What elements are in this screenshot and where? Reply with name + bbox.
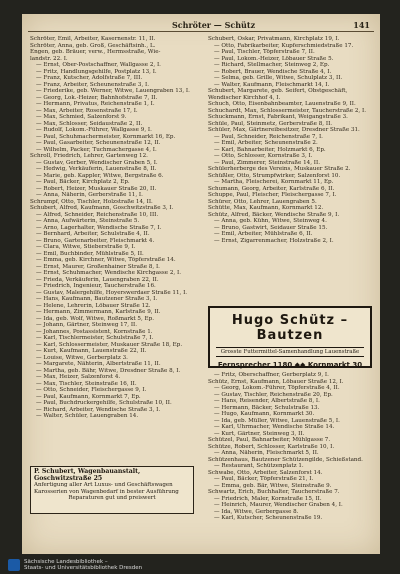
directory-entry: — Bernhard, Arbeiter, Schulstraße 4, II. bbox=[36, 231, 150, 237]
directory-entry: — Emil, Arbeiter, Scheunenstraße 2. bbox=[214, 140, 318, 146]
ad-line: Reparaturen gut und preiswert bbox=[68, 495, 156, 502]
directory-entry: — Max, Schlosser, Seidaustraße 2, II. bbox=[36, 120, 143, 127]
directory-entry: — Ernst, Ober-Postschaffner, Wallgasse 2, I. bbox=[36, 62, 161, 68]
directory-entry: Schubert, Oskar, Privatmann, Kirchplatz 19, I. bbox=[208, 36, 340, 42]
directory-entry: Schütz, Ernst, Kaufmann, Löbauer Straße 12, I. bbox=[208, 378, 344, 385]
directory-entry: — Rudolf, Lokom.-Führer, Wallgasse 9, I. bbox=[36, 127, 152, 133]
directory-entry: — Gustav, Tischler, Reichenstraße 20, Ep. bbox=[214, 391, 333, 398]
directory-entry: Schütze, Robert, Schlosser, Karlstraße 10, I. bbox=[208, 443, 335, 450]
directory-entry: — Anna, Näherin, Gerberstraße 11, I. bbox=[36, 192, 143, 198]
directory-entry: — Walter, Schüler, Lauengraben 14. bbox=[36, 413, 139, 419]
directory-entry: — Max, Schmied, Salzenforst 9. bbox=[36, 114, 127, 120]
directory-entry: — Selma, geb. Grille, Witwe, Schulplatz 3, II. bbox=[214, 75, 343, 81]
directory-entry: Schwartz, Erich, Buchhalter, Taucherstraße 7. bbox=[208, 489, 340, 495]
directory-entry: Schürer, Otto, Lehrer, Lauengraben 5. bbox=[208, 198, 317, 205]
directory-entry: — Hans, Kaufmann, Bautzener Straße 3, I. bbox=[36, 296, 158, 302]
directory-entry: — Bruno, Gastwirt, Seidauer Straße 15. bbox=[214, 224, 328, 231]
ad-line: Anfertigung aller Art Luxus- und Geschäftswagen bbox=[34, 482, 173, 489]
directory-entry: — Ernst, Schuhmacher, Wendische Kirchgasse 2, I. bbox=[36, 270, 181, 276]
directory-entry: — Robert, Brauer, Wendische Straße 4, I. bbox=[214, 68, 332, 75]
directory-entry: — Hermann, Zimmermann, Karlstraße 9, II. bbox=[36, 309, 161, 315]
directory-entry: Schumann, Georg, Arbeiter, Karlstraße 6, II. bbox=[208, 185, 335, 192]
directory-entry: — Karl, Kutscher, Scheunenstraße 19. bbox=[214, 515, 323, 521]
directory-entry: — Fritz, Handlungsgehilfe, Postplatz 13, I. bbox=[36, 68, 157, 75]
directory-entry: — Paul, Buchdruckergehilfe, Schulstraße 10, II. bbox=[36, 400, 172, 406]
directory-entry: — Gustav, Gerber, Wendischer Graben 5, I. bbox=[36, 159, 158, 166]
header-rule bbox=[28, 31, 374, 32]
directory-entry: — Otto, Schlosser, Kornstraße 3, I. bbox=[214, 153, 313, 159]
directory-entry: — Hermann, Privatus, Reichenstraße 1, I. bbox=[36, 101, 155, 107]
directory-entry: Schroll, Friedrich, Lehrer, Gartenweg 12. bbox=[30, 153, 148, 159]
directory-entry: — Kurt, Gärtner, Steinweg 3, II. bbox=[214, 430, 305, 437]
directory-entry: — Otto, Fabrikarbeiter, Kupferschmiedstraße 17. bbox=[214, 42, 354, 49]
directory-entry: — Otto, Schneider, Fleischergasse 9, I. bbox=[36, 387, 147, 393]
footer-line: Sächsische Landesbibliothek – bbox=[24, 559, 108, 565]
directory-entry: — Paul, Lokom.-Heizer, Löbauer Straße 5. bbox=[214, 55, 334, 62]
directory-entry: Schwabe, Otto, Arbeiter, Salzenforst 14. bbox=[208, 469, 323, 476]
directory-entry: — Anna, Näherin, Fleischmarkt 5, II. bbox=[214, 450, 319, 456]
directory-entry: — Ida, geb. Wolf, Witwe, Roßmarkt 5, Ep. bbox=[36, 315, 154, 322]
directory-entry: — Emma, geb. Bär, Witwe, Steinstraße 9. bbox=[214, 482, 332, 489]
ad-brand: Hugo Schütz – Bautzen bbox=[231, 313, 349, 343]
directory-entry: — Richard, Stellmacher, Steinweg 2, Ep. bbox=[214, 62, 330, 68]
directory-entry: — Emma, geb. Kirchner, Witwe, Töpferstraße 14. bbox=[36, 257, 176, 263]
directory-entry: — Friederike, geb. Werner, Witwe, Lauengraben 13, I. bbox=[36, 88, 190, 94]
footer-line: Staats- und Universitätsbibliothek Dresden bbox=[24, 565, 143, 571]
directory-page bbox=[22, 14, 380, 554]
right-column-lower bbox=[208, 372, 372, 522]
directory-entry: — Paul, Zimmerer, Steinstraße 14, II. bbox=[214, 159, 320, 166]
header-title: Schröter — Schütz bbox=[172, 20, 256, 30]
directory-entry: — Marie, geb. Kappler, Witwe, Bergstraße 6. bbox=[36, 172, 164, 179]
directory-entry: Schuckmann, Ernst, Fabrikant, Weigangstraße 3. bbox=[208, 114, 348, 120]
directory-entry: Schuchardt, Max, Schlossermeister, Taucherstraße 2, I. bbox=[208, 107, 366, 114]
directory-entry: Schuppe, Paul, Fleischer, Fleischergasse 7, I. bbox=[208, 192, 337, 198]
directory-entry: Schützenhaus, Bautzener Schützengilde, Schießstand. bbox=[208, 456, 363, 463]
directory-entry: — Paul, Bäcker, Kirchplatz 2, Ep. bbox=[36, 179, 130, 185]
directory-entry: — Friedrich, Ingenieur, Taucherstraße 16. bbox=[36, 283, 156, 289]
directory-entry: — Hermann, Bäcker, Schulstraße 13. bbox=[214, 404, 320, 411]
directory-entry: — Hugo, Kaufmann, Kornmarkt 30. bbox=[214, 411, 315, 417]
directory-entry: — Paul, Bäcker, Töpferstraße 21, I. bbox=[214, 476, 314, 482]
ad-title: P. Schubert, Wagenbauanstalt, Goschwitzstraße 25 bbox=[34, 468, 141, 482]
directory-entry: — Robert, Heizer, Muskauer Straße 20, II. bbox=[36, 185, 157, 192]
directory-entry: — Martha, Fleischerei, Kornmarkt 11, Ep. bbox=[214, 179, 334, 185]
directory-entry: — Anna, geb. Kühn, Witwe, Steinweg 4. bbox=[214, 218, 327, 224]
footer-text bbox=[24, 559, 142, 571]
directory-entry: — Restaurant, Schützenplatz 1. bbox=[214, 463, 304, 469]
directory-entry: — Emil, Arbeiter, Mühlstraße 6, II. bbox=[214, 231, 313, 237]
directory-entry: — Ernst, Maurer, Großenhainer Straße 8, I. bbox=[36, 263, 160, 270]
directory-entry: Schütz, Alfred, Bäcker, Wendische Straße 9, I. bbox=[208, 211, 340, 218]
directory-entry: — Arno, Lagerhalter, Wendische Straße 7, I. bbox=[36, 224, 162, 231]
ad-subtitle: Grosste Futtermittel-Samenhandlung Lauenstraße bbox=[216, 347, 364, 357]
directory-entry: — Paul, Schuhmachermeister, Kornmarkt 16, Ep. bbox=[36, 133, 176, 140]
ad-phone: Fernsprecher 1180 ◆◆ Kornmarkt 30 bbox=[217, 361, 363, 369]
page-number: 141 bbox=[353, 20, 370, 30]
directory-entry: — Kurt, Kaufmann, Lauenstraße 22, II. bbox=[36, 348, 147, 354]
directory-entry: landstr. 22. I. bbox=[30, 55, 68, 62]
directory-entry: — Ida, Witwe, Gerbergasse 8. bbox=[214, 508, 299, 515]
directory-entry: — Karl, Uhrmacher, Wendische Straße 14. bbox=[214, 424, 335, 430]
directory-entry: — Max, Tischler, Steinstraße 16, II. bbox=[36, 380, 137, 387]
directory-entry: — Hans, Reisender, Albertstraße 8, I. bbox=[214, 398, 320, 404]
slub-logo-icon bbox=[8, 559, 20, 571]
schubert-wagon-advertisement bbox=[30, 466, 194, 514]
directory-entry: Schüle, Paul, Steinmetz, Gerberstraße 8, II. bbox=[208, 120, 333, 127]
directory-entry: — Franz, Kutscher, Adolfstraße 7, III. bbox=[36, 75, 143, 81]
directory-entry: — Margarete, Nähterin, Albertstraße 11, II. bbox=[36, 361, 161, 367]
directory-entry: — Paul, Schneider, Reichenstraße 7, I. bbox=[214, 133, 323, 140]
directory-entry: — Ida, geb. Müller, Witwe, Lauenstraße 5, I. bbox=[214, 417, 340, 424]
directory-entry: Schülerherberge des Vereins, Muskauer Straße 2. bbox=[208, 166, 351, 172]
directory-entry: Schuch, Otto, Eisenbahnbeamter, Lauenstraße 9, II. bbox=[208, 101, 356, 107]
directory-entry: — Wilhelm, Packer, Tuchmachergasse 4, I. bbox=[36, 146, 157, 153]
directory-entry: — Martha, geb. Bähr, Witwe, Dresdner Straße 8, I. bbox=[36, 367, 181, 374]
directory-entry: — Max, Heizer, Salzenforst 4. bbox=[36, 374, 121, 380]
directory-entry: — Richard, Arbeiter, Wendische Straße 3, I. bbox=[36, 406, 161, 413]
directory-entry: Schütte, Max, Kaufmann, Kornmarkt 12. bbox=[208, 205, 324, 211]
directory-entry: — Helene, Lehrerin, Löbauer Straße 12. bbox=[36, 302, 151, 309]
directory-entry: — Alfred, Schneider, Reichenstraße 10, III. bbox=[36, 211, 159, 218]
directory-entry: Engen, geb. Bräuer, verw., Hermsstraße, Wie- bbox=[30, 49, 161, 55]
directory-entry: — Heinrich, Maurer, Wendischer Graben 4, I. bbox=[214, 502, 343, 508]
directory-entry: — Paul, Tischler, Töpferstraße 7, II. bbox=[214, 49, 315, 55]
directory-entry: Schröter, Emil, Arbeiter, Kasernenstr. 11, II. bbox=[30, 36, 156, 42]
directory-entry: Schubert, Margarete, geb. Seifert, Obstgeschäft, bbox=[208, 88, 348, 94]
directory-entry: Schüler, Max, Gärtnereibesitzer, Dresdner Straße 31. bbox=[208, 127, 360, 133]
directory-entry: — Hedwig, Verkäuferin, Lauenstraße 8, II. bbox=[36, 166, 157, 172]
ad-line: Karosserien von Wagenbedarf in bester Ausführung bbox=[34, 488, 179, 495]
directory-entry: — Paul, Kaufmann, Kornmarkt 7, Ep. bbox=[36, 393, 141, 400]
directory-entry: Schröter, Anna, geb. Groß, Geschäftsinh., L. bbox=[30, 42, 156, 49]
directory-entry: — Friedrich, Maler, Kornstraße 15, II. bbox=[214, 495, 322, 502]
directory-entry: — Georg, Lok.-Heizer, Bahnhofstraße 7, II. bbox=[36, 94, 158, 101]
directory-entry: — Anna, Aufwärterin, Steinstraße 5. bbox=[36, 218, 140, 224]
directory-entry: — Emil, Buchbinder, Mühlstraße 5, II. bbox=[36, 250, 144, 257]
directory-entry: Wendischer Kirchhof 4, I. bbox=[208, 94, 281, 101]
directory-entry: — Fritz, Oberschaffner, Gerberplatz 9, I. bbox=[214, 372, 329, 378]
directory-entry: — Louise, Witwe, Gerberplatz 3. bbox=[36, 354, 128, 361]
directory-entry: — Max, Arbeiter, Rosenstraße 17, I. bbox=[36, 107, 138, 114]
directory-entry: — Paul, Gasarbeiter, Scheunenstraße 12, II. bbox=[36, 140, 161, 146]
hugo-schuetz-advertisement bbox=[208, 306, 372, 368]
directory-entry: — Georg, Lokom.-Führer, Töpferstraße 4, II. bbox=[214, 385, 340, 391]
directory-entry: — Clara, Witwe, Stieberstraße 9, I. bbox=[36, 244, 136, 250]
directory-entry: — Bruno, Gartenarbeiter, Fleischmarkt 4. bbox=[36, 237, 155, 244]
directory-entry: — Karl, Tischlermeister, Schulstraße 7, I. bbox=[36, 335, 154, 341]
directory-entry: Schubert, Alfred, Kaufmann, Goschwitzstraße 3, I. bbox=[30, 205, 174, 211]
directory-entry: — Johann, Gärtner, Steinweg 17, II. bbox=[36, 322, 138, 328]
directory-entry: Schützel, Paul, Bahnarbeiter, Mühlgasse 7. bbox=[208, 437, 331, 443]
directory-entry: — Karl, Bahnarbeiter, Holzmarkt 6, Ep. bbox=[214, 146, 326, 153]
directory-entry: — Karl, Schlossermeister, Muskauer Straße 18, Ep. bbox=[36, 341, 183, 348]
directory-entry: — Franz, Arbeiter, Scheunenstraße 3, I. bbox=[36, 81, 149, 88]
left-column bbox=[30, 36, 194, 420]
directory-entry: — Johannes, Postassistent, Kornstraße 1. bbox=[36, 328, 153, 335]
directory-entry: Schrumpf, Otto, Tischler, Holzstraße 14, II. bbox=[30, 198, 153, 205]
directory-entry: Schüßler, Otto, Strumpfwirker, Salzenforst 10. bbox=[208, 172, 341, 179]
directory-entry: — Frieda, Verkäuferin, Lauengraben 22, II. bbox=[36, 276, 159, 283]
library-footer bbox=[8, 558, 308, 572]
directory-entry: — Walter, Kaufmann, Fleischmarkt 14, I. bbox=[214, 81, 330, 88]
directory-entry: — Ernst, Zigarrenmacher, Holzstraße 2, I. bbox=[214, 237, 334, 244]
directory-entry: — Gustav, Malergehilfe, Hoyerswerdaer Straße 11, I. bbox=[36, 289, 188, 296]
right-column bbox=[208, 36, 372, 244]
